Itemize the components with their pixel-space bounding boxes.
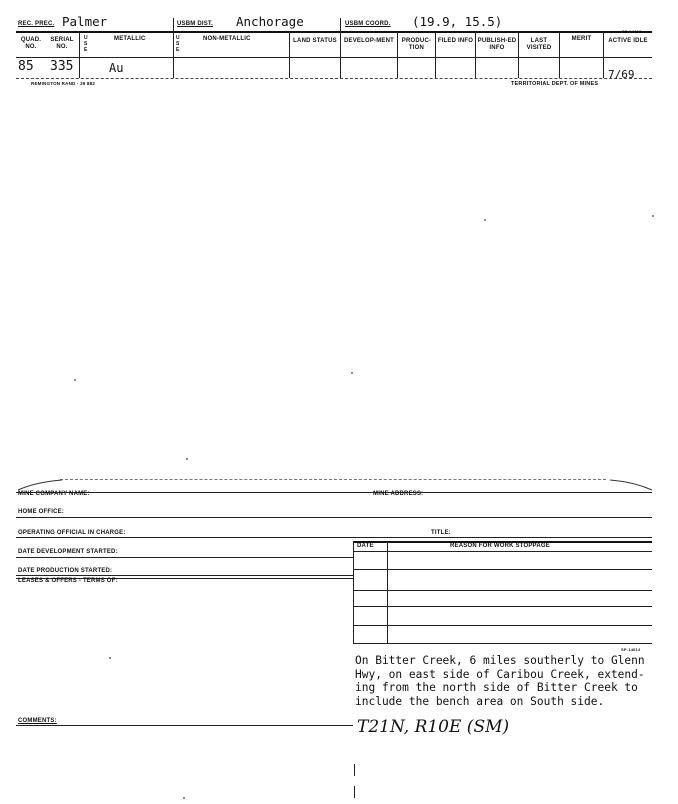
date-development-started-label: DATE DEVELOPMENT STARTED: — [18, 549, 118, 555]
location-note-line: On Bitter Creek, 6 miles southerly to Glenn — [355, 654, 645, 667]
scan-speck — [484, 219, 486, 221]
usbm-dist-value: Anchorage — [236, 14, 304, 29]
rule — [353, 590, 652, 591]
rule — [353, 606, 652, 607]
col-divider — [79, 32, 80, 78]
header-rule — [16, 31, 652, 33]
form-code-top: SP-14613 — [622, 29, 642, 34]
rule — [16, 725, 353, 726]
margin-tick — [354, 764, 355, 776]
mine-address-label: MINE ADDRESS: — [373, 491, 424, 497]
col-last-visited: LAST VISITED — [526, 38, 552, 51]
rule — [353, 569, 652, 570]
rule — [16, 517, 652, 518]
leases-offers-label: LEASES & OFFERS - TERMS OF: — [18, 578, 118, 584]
operating-official-label: OPERATING OFFICIAL IN CHARGE: — [18, 530, 126, 536]
location-note-line: ing from the north side of Bitter Creek to — [355, 681, 638, 694]
scan-speck — [351, 372, 353, 374]
usbm-dist-label: USBM DIST. — [177, 21, 214, 27]
handwritten-township: T21N, R10E (SM) — [357, 717, 510, 737]
rule — [16, 575, 353, 576]
card-edge-curves — [16, 476, 656, 496]
date-production-started-label: DATE PRODUCTION STARTED: — [18, 568, 113, 574]
rule — [16, 492, 652, 493]
location-note-line: include the bench area on South side. — [355, 694, 605, 708]
form-code-bottom: SP-14614 — [621, 647, 641, 652]
quad-no-value: 85 — [18, 59, 34, 74]
col-use-metallic: U S E — [84, 35, 88, 53]
rule — [16, 557, 353, 558]
scan-speck — [109, 657, 111, 659]
rec-prec-label: REC. PREC. — [18, 21, 55, 27]
scan-speck — [652, 215, 654, 217]
active-idle-value: 7/69 — [608, 68, 635, 81]
col-divider — [173, 18, 174, 78]
col-quad-no: QUAD. NO. — [20, 37, 42, 50]
stoppage-left-border — [353, 541, 354, 643]
margin-tick — [354, 786, 355, 798]
col-development: DEVELOP-MENT — [343, 38, 395, 44]
rule — [353, 625, 652, 626]
serial-no-value: 335 — [50, 59, 74, 74]
col-published-info: PUBLISH-ED INFO — [477, 38, 517, 51]
mine-company-name-label: MINE COMPANY NAME: — [18, 491, 90, 497]
title-label: TITLE: — [431, 530, 451, 536]
stoppage-date-header: DATE — [357, 543, 374, 549]
col-active-idle: ACTIVE IDLE — [608, 38, 648, 44]
record-bottom-rule — [16, 78, 652, 79]
col-non-metallic: NON-METALLIC — [203, 36, 251, 42]
col-divider — [340, 18, 341, 78]
stoppage-date-divider — [387, 541, 388, 643]
metallic-value: Au — [109, 61, 124, 75]
usbm-coord-label: USBM COORD. — [345, 21, 391, 27]
comments-label: COMMENTS: — [18, 718, 57, 724]
location-note — [355, 654, 645, 708]
column-header-rule — [16, 57, 652, 58]
rule — [353, 551, 652, 552]
stoppage-reason-header: REASON FOR WORK STOPPAGE — [450, 543, 550, 549]
col-filed-info: FILED INFO — [437, 38, 474, 44]
print-code-left: REMINGTON RAND - 29 882 — [31, 81, 96, 86]
col-land-status: LAND STATUS — [293, 38, 337, 44]
rule — [16, 537, 652, 538]
location-note-line: Hwy, on east side of Caribou Creek, extend- — [355, 667, 645, 681]
scan-speck — [74, 379, 76, 381]
usbm-coord-value: (19.9, 15.5) — [412, 14, 503, 29]
col-serial-no: SERIAL NO. — [50, 37, 74, 50]
home-office-label: HOME OFFICE: — [18, 509, 65, 515]
col-metallic: METALLIC — [114, 36, 146, 42]
scan-speck — [186, 458, 188, 460]
col-production: PRODUC-TION — [401, 38, 432, 51]
col-use-nonmetallic: U S E — [176, 35, 180, 53]
rule — [353, 643, 652, 644]
print-code-right: TERRITORIAL DEPT. OF MINES — [511, 81, 599, 87]
scan-speck — [183, 797, 185, 799]
rec-prec-value: Palmer — [62, 14, 108, 29]
col-merit: MERIT — [571, 36, 592, 42]
